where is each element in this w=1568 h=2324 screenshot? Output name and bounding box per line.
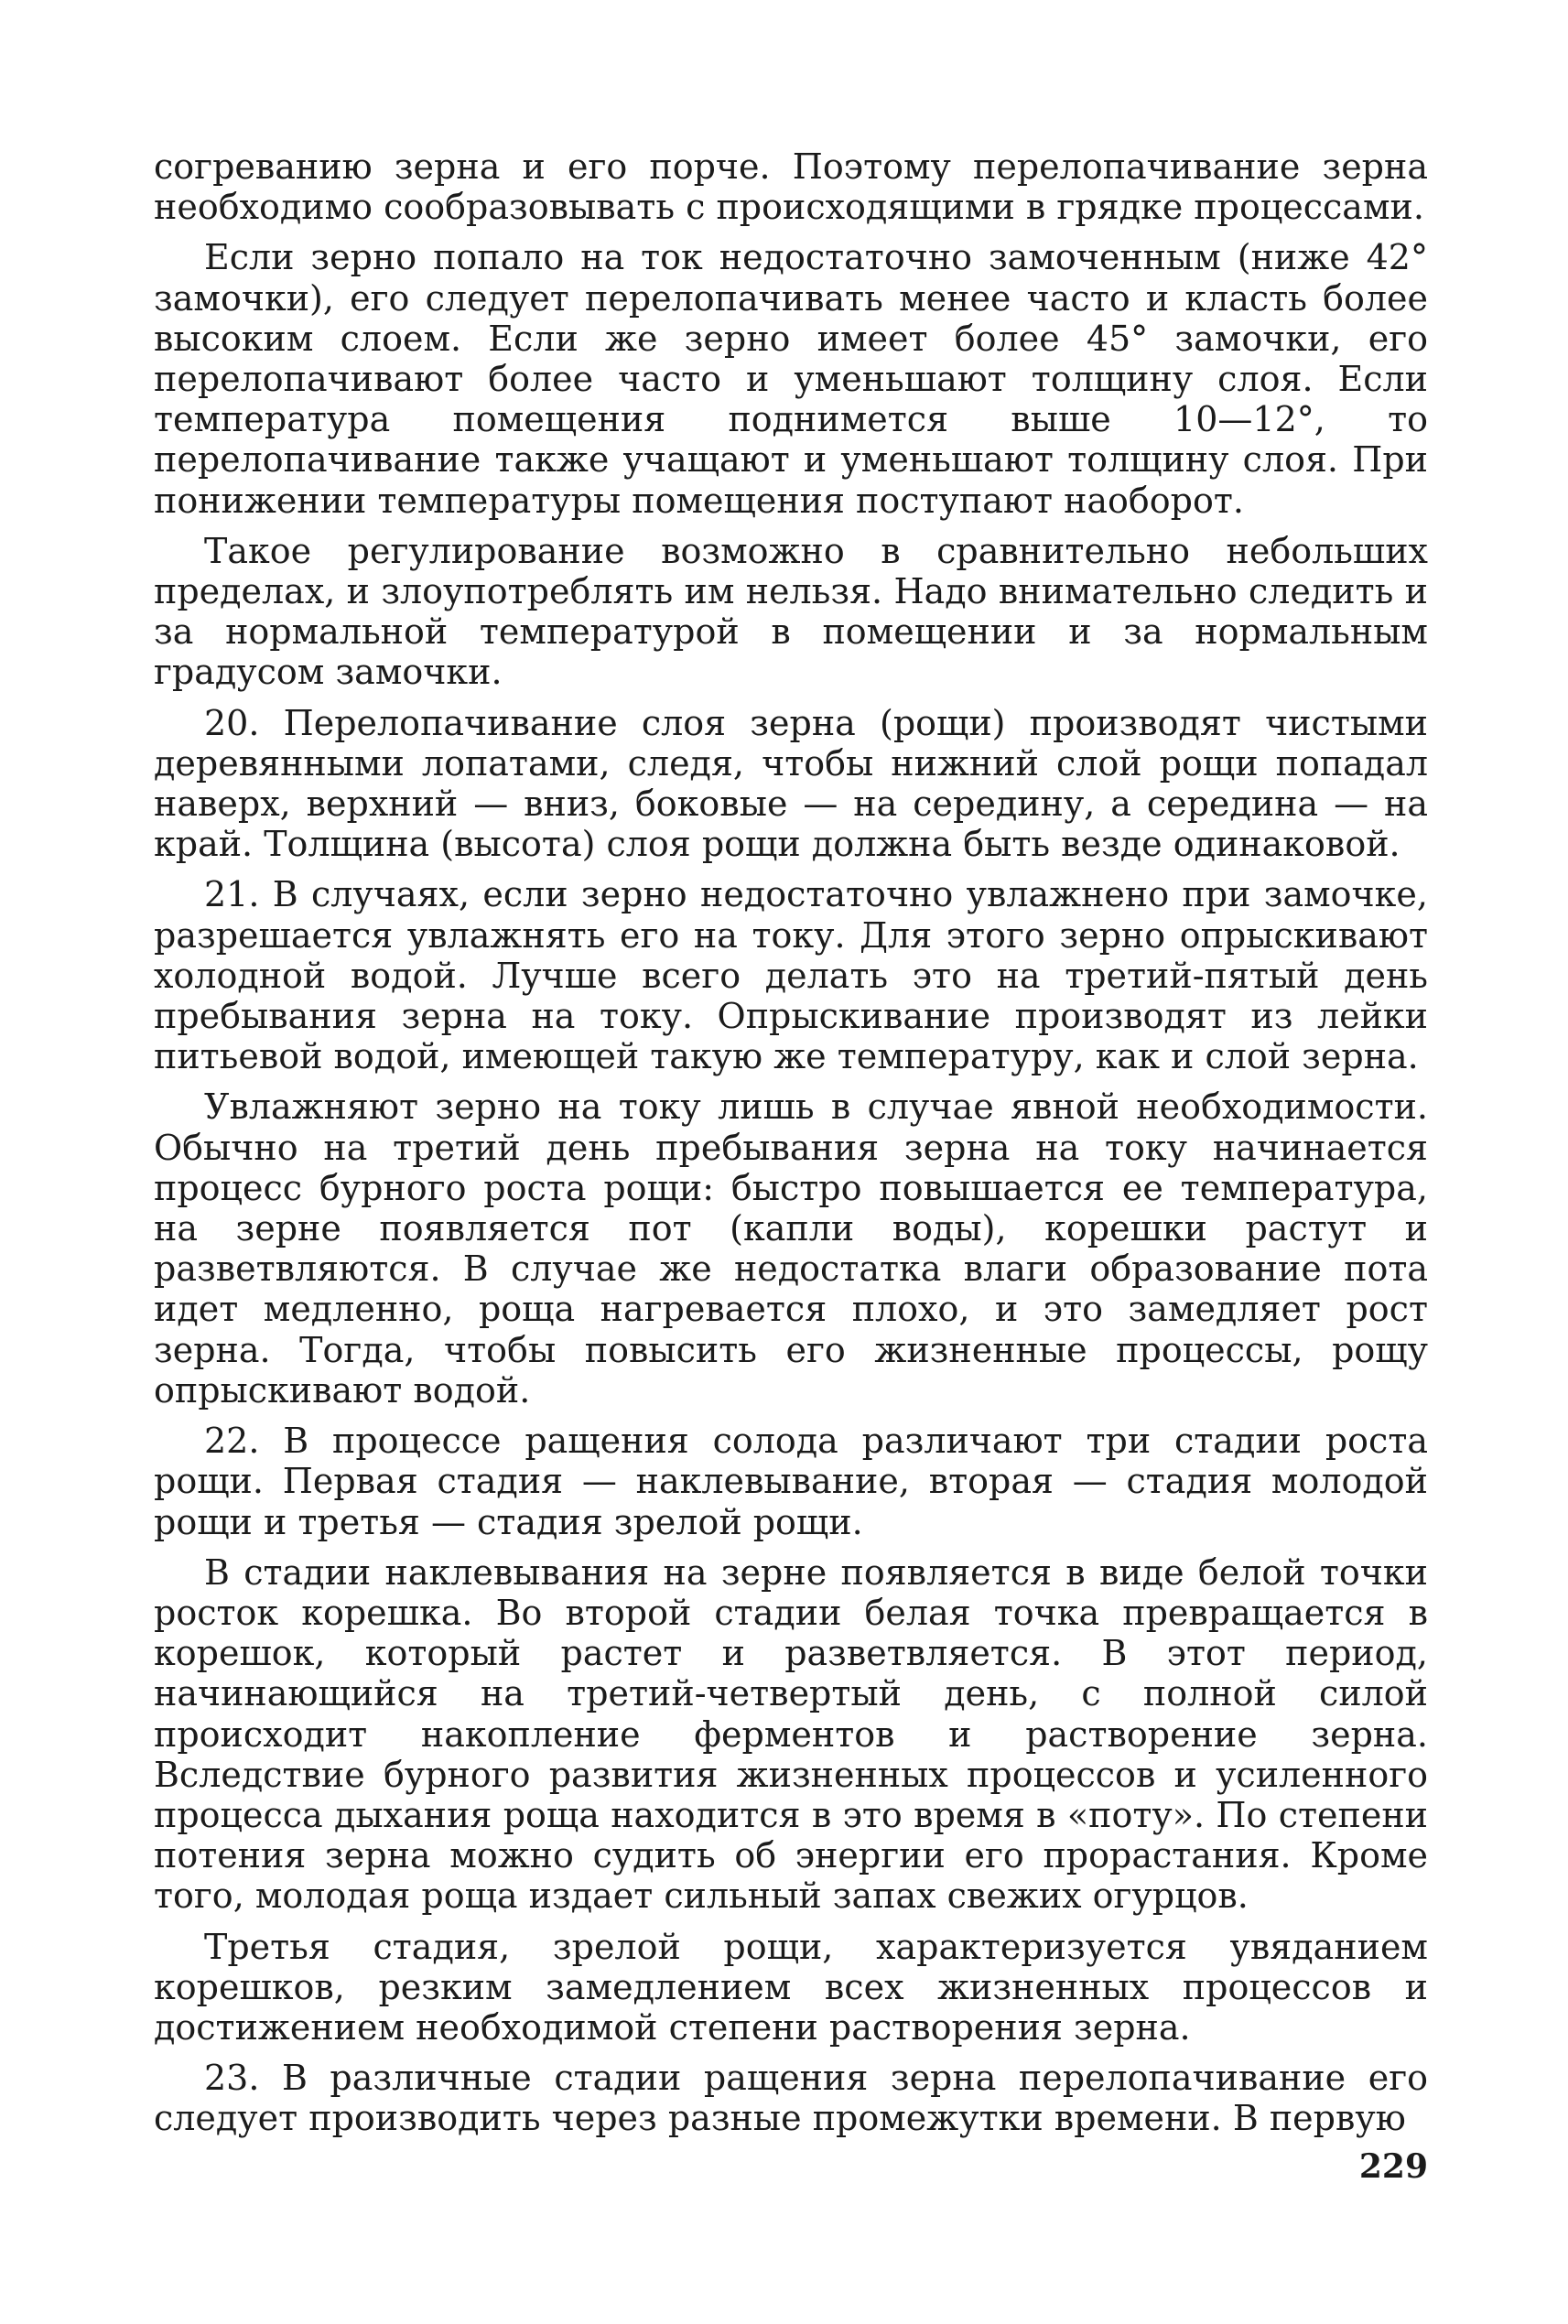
paragraph-item-21: 21. В случаях, если зерно недостаточно увлажнено при замочке, разрешается увлажнять его на току. Для этого зерно опрыскивают холодной водой. Лучше всего делать это на третий-пятый день пребывания зерна на току. Опрыскивание производят из лейки питьевой водой, имеющей такую же температуру, как и слой зерна. xyxy=(154,874,1428,1077)
paragraph-item-20: 20. Перелопачивание слоя зерна (рощи) производят чистыми деревянными лопатами, следя, чтобы нижний слой рощи попадал наверх, верхний — вниз, боковые — на середину, а середина — на край. Толщина (высота) слоя рощи должна быть везде одинаковой. xyxy=(154,702,1428,865)
paragraph-regulation: Такое регулирование возможно в сравнительно небольших пределах, и злоупотреблять им нельзя. Надо внимательно следить и за нормальной температурой в помещении и за нормальным градусом замочки. xyxy=(154,530,1428,693)
body-text xyxy=(154,146,1428,2149)
paragraph-under-soaked-grain: Если зерно попало на ток недостаточно замоченным (ниже 42° замочки), его следует перелопачивать менее часто и класть более высоким слоем. Если же зерно имеет более 45° замочки, его перелопачивают более часто и уменьшают толщину слоя. Если температура помещения поднимется выше 10—12°, то перелопачивание также учащают и уменьшают толщину слоя. При понижении температуры помещения поступают наоборот. xyxy=(154,237,1428,521)
paragraph-third-stage: Третья стадия, зрелой рощи, характеризуется увяданием корешков, резким замедлением всех жизненных процессов и достижением необходимой степени растворения зерна. xyxy=(154,1926,1428,2048)
paragraph-item-22: 22. В процессе ращения солода различают три стадии роста рощи. Первая стадия — наклевывание, вторая — стадия молодой рощи и третья — стадия зрелой рощи. xyxy=(154,1421,1428,1542)
paragraph-continuation: согреванию зерна и его порче. Поэтому перелопачивание зерна необходимо сообразовывать с происходящими в грядке процессами. xyxy=(154,146,1428,228)
paragraph-pecking-stage: В стадии наклевывания на зерне появляется в виде белой точки росток корешка. Во второй стадии белая точка превращается в корешок, который растет и разветвляется. В этот период, начинающийся на третий-четвертый день, с полной силой происходит накопление ферментов и растворение зерна. Вследствие бурного развития жизненных процессов и усиленного процесса дыхания роща находится в это время в «поту». По степени потения зерна можно судить об энергии его прорастания. Кроме того, молодая роща издает сильный запах свежих огурцов. xyxy=(154,1551,1428,1917)
paragraph-item-23: 23. В различные стадии ращения зерна перелопачивание его следует производить через разные промежутки времени. В первую xyxy=(154,2058,1428,2139)
paragraph-moistening: Увлажняют зерно на току лишь в случае явной необходимости. Обычно на третий день пребывания зерна на току начинается процесс бурного роста рощи: быстро повышается ее температура, на зерне появляется пот (капли воды), корешки растут и разветвляются. В случае же недостатка влаги образование пота идет медленно, роща нагревается плохо, и это замедляет рост зерна. Тогда, чтобы повысить его жизненные процессы, рощу опрыскивают водой. xyxy=(154,1086,1428,1411)
page-number: 229 xyxy=(1358,2147,1428,2186)
